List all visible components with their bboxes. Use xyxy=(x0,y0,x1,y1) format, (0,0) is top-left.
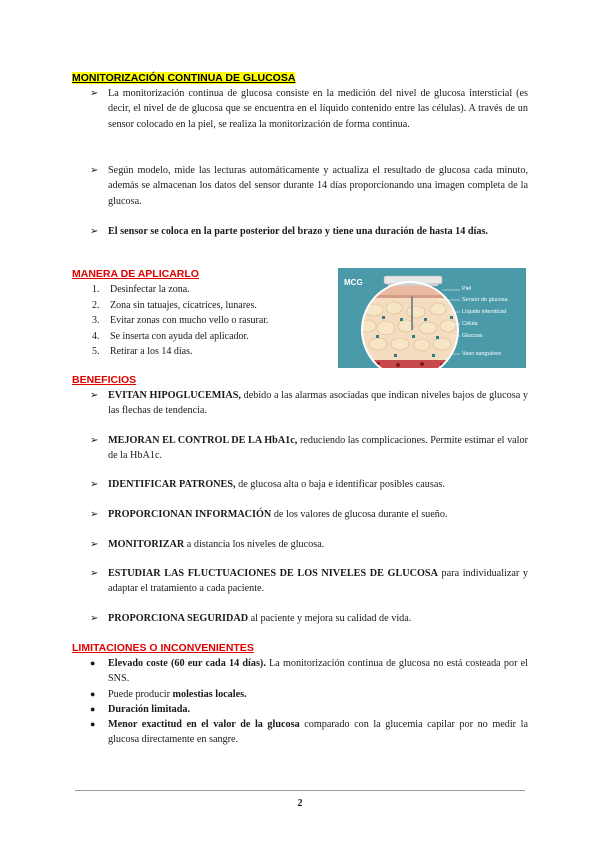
section-title-limitaciones: LIMITACIONES O INCONVENIENTES xyxy=(72,642,254,654)
list-item: 4. Se inserta con ayuda del aplicador. xyxy=(92,330,249,342)
paragraph-sensor-location: El sensor se coloca en la parte posterior del brazo y tiene una duración de hasta 14 días. xyxy=(108,226,488,237)
arrow-bullet: ➢ xyxy=(90,509,99,520)
list-item: 5. Retirar a los 14 días. xyxy=(92,346,193,357)
limitation-item: Elevado coste (60 eur cada 14 días). La monitorización continua de glucosa no está costeada por el SNS. xyxy=(108,658,528,685)
legend-label: Líquido intersticial xyxy=(462,309,507,315)
arrow-bullet: ➢ xyxy=(90,390,99,401)
bullet-dot: ● xyxy=(90,689,96,699)
benefit-item: MONITORIZAR a distancia los niveles de glucosa. xyxy=(108,539,325,550)
limitation-item: Menor exactitud en el valor de la glucosa comparado con la glucemia capilar por no medir la glucosa directamente en sangre. xyxy=(108,719,528,746)
limitation-item: Duración limitada. xyxy=(108,704,191,715)
legend-label: Vaso sanguíneo xyxy=(462,351,502,357)
paragraph-model: Según modelo, mide las lecturas automáticamente y actualiza el resultado de glucosa cada minuto, además se almacenan los datos del sensor durante 14 días proporcionando una imagen completa de la glucosa. xyxy=(108,165,528,207)
bullet-dot: ● xyxy=(90,658,96,668)
legend-label: Sensor de glucosa xyxy=(462,297,508,303)
list-item: 1. Desinfectar la zona. xyxy=(92,284,190,295)
benefit-item: MEJORAN EL CONTROL DE LA HbA1c, reduciendo las complicaciones. Permite estimar el valor de la HbA1c. xyxy=(108,435,528,462)
legend-label: Glucosa xyxy=(462,333,483,339)
arrow-bullet: ➢ xyxy=(90,539,99,550)
benefit-item: PROPORCIONA SEGURIDAD al paciente y mejora su calidad de vida. xyxy=(108,613,412,624)
arrow-bullet: ➢ xyxy=(90,568,99,579)
section-title-aplicarlo: MANERA DE APLICARLO xyxy=(72,268,199,280)
section-title-beneficios: BENEFICIOS xyxy=(72,374,137,386)
page-number: 2 xyxy=(297,798,303,809)
section-title-monitorizacion: MONITORIZACIÓN CONTINUA DE GLUCOSA xyxy=(72,72,296,84)
bullet-dot: ● xyxy=(90,704,96,714)
footer-divider xyxy=(75,790,525,791)
benefit-item: IDENTIFICAR PATRONES, de glucosa alta o baja e identificar posibles causas. xyxy=(108,479,445,490)
steps-list xyxy=(92,282,269,360)
arrow-bullet: ➢ xyxy=(90,165,99,176)
paragraph-definition: La monitorización continua de glucosa consiste en la medición del nivel de glucosa intersticial (es decir, el nivel de de glucosa que se encuentra en el líquido contenido entre las células). A través de un sensor colocado en la piel, se realiza la monitorización de forma continua. xyxy=(108,88,528,130)
arrow-bullet: ➢ xyxy=(90,479,99,490)
limitation-item: Puede producir molestias locales. xyxy=(108,689,247,700)
figure-label-mcg: MCG xyxy=(344,278,363,287)
list-item: 3. Evitar zonas con mucho vello o rasurar. xyxy=(92,315,269,326)
arrow-bullet: ➢ xyxy=(90,613,99,624)
benefit-item: PROPORCIONAN INFORMACIÓN de los valores de glucosa durante el sueño. xyxy=(108,509,448,520)
legend-label: Piel xyxy=(462,286,472,292)
benefit-item: ESTUDIAR LAS FLUCTUACIONES DE LOS NIVELES DE GLUCOSA para individualizar y adaptar el tratamiento a cada paciente. xyxy=(108,568,529,595)
legend-label: Célula xyxy=(462,321,478,327)
bullet-dot: ● xyxy=(90,719,96,729)
benefit-item: EVITAN HIPOGLUCEMIAS, debido a las alarmas asociadas que indican niveles bajos de glucosa y las flechas de tendencia. xyxy=(108,390,528,417)
arrow-bullet: ➢ xyxy=(90,226,99,237)
list-item: 2. Zona sin tatuajes, cicatrices, lunares. xyxy=(92,299,257,311)
arrow-bullet: ➢ xyxy=(90,88,99,99)
arrow-bullet: ➢ xyxy=(90,435,99,446)
cgm-sensor-figure xyxy=(338,268,526,368)
